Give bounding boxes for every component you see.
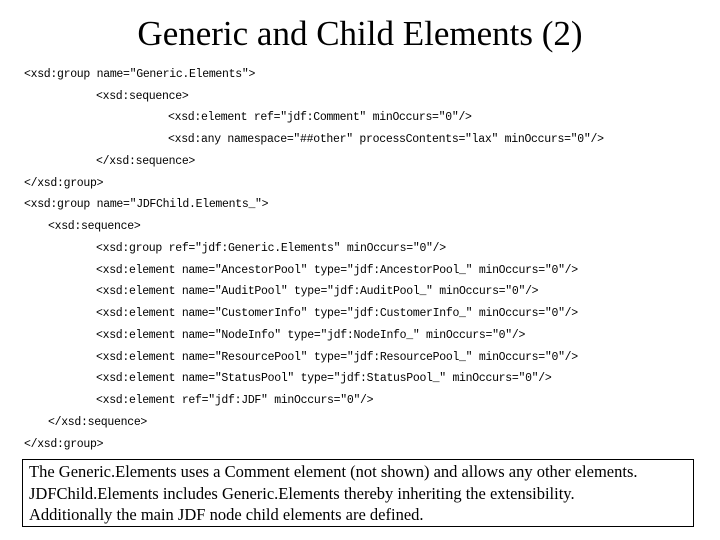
code-line: <xsd:element ref="jdf:JDF" minOccurs="0"/> bbox=[96, 394, 374, 407]
code-line: <xsd:element name="ResourcePool" type="jdf:ResourcePool_" minOccurs="0"/> bbox=[96, 351, 578, 364]
code-line: <xsd:sequence> bbox=[48, 220, 141, 233]
code-line: <xsd:group ref="jdf:Generic.Elements" minOccurs="0"/> bbox=[96, 242, 446, 255]
code-line: <xsd:group name="JDFChild.Elements_"> bbox=[24, 198, 269, 211]
code-line: <xsd:group name="Generic.Elements"> bbox=[24, 68, 256, 81]
code-line: </xsd:group> bbox=[24, 177, 104, 190]
code-line: <xsd:element name="StatusPool" type="jdf:StatusPool_" minOccurs="0"/> bbox=[96, 372, 552, 385]
code-line: </xsd:group> bbox=[24, 438, 104, 451]
code-line: <xsd:element name="NodeInfo" type="jdf:NodeInfo_" minOccurs="0"/> bbox=[96, 329, 526, 342]
code-line: <xsd:element name="AuditPool" type="jdf:AuditPool_" minOccurs="0"/> bbox=[96, 285, 539, 298]
code-line: </xsd:sequence> bbox=[96, 155, 196, 168]
page-title: Generic and Child Elements (2) bbox=[137, 14, 583, 53]
note-box bbox=[22, 459, 694, 527]
note-line: The Generic.Elements uses a Comment element (not shown) and allows any other elements. bbox=[29, 462, 638, 481]
note-line: Additionally the main JDF node child elements are defined. bbox=[29, 505, 424, 524]
code-line: <xsd:element name="AncestorPool" type="jdf:AncestorPool_" minOccurs="0"/> bbox=[96, 264, 578, 277]
code-line: <xsd:sequence> bbox=[96, 90, 189, 103]
note-line: JDFChild.Elements includes Generic.Elements thereby inheriting the extensibility. bbox=[29, 483, 575, 503]
code-line: <xsd:element ref="jdf:Comment" minOccurs="0"/> bbox=[168, 111, 472, 124]
code-line: <xsd:any namespace="##other" processContents="lax" minOccurs="0"/> bbox=[168, 133, 604, 146]
code-line: <xsd:element name="CustomerInfo" type="jdf:CustomerInfo_" minOccurs="0"/> bbox=[96, 307, 578, 320]
code-line: </xsd:sequence> bbox=[48, 416, 148, 429]
